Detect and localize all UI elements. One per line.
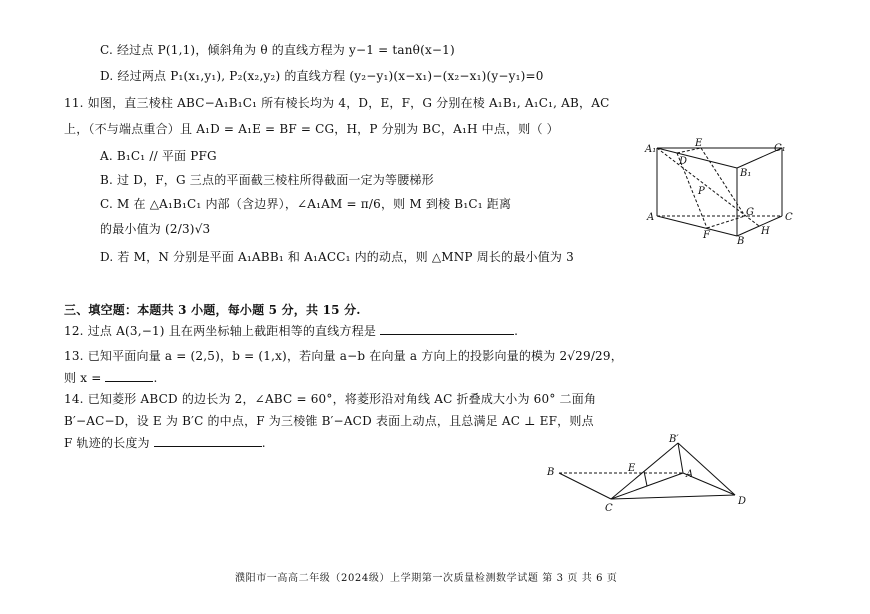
label-D: D	[679, 156, 688, 167]
q13-line1: 13. 已知平面向量 a = (2,5)，b = (1,x)，若向量 a−b 在向量 a 方向上的投影向量的模为 2√29/29，	[64, 349, 623, 363]
q11-option-d: D. 若 M，N 分别是平面 A₁ABB₁ 和 A₁ACC₁ 内的动点，则 △MNP 周长的最小值为 3	[100, 250, 574, 264]
label-C: C	[785, 212, 793, 223]
q13-line2: 则 x = .	[64, 371, 158, 385]
q12-answer-blank[interactable]	[380, 323, 514, 335]
q11-option-c-line2: 的最小值为 (2/3)√3	[100, 222, 211, 236]
q10-option-d: D. 经过两点 P₁(x₁,y₁), P₂(x₂,y₂) 的直线方程 (y₂−y₁)(x−x₁)−(x₂−x₁)(y−y₁)=0	[100, 69, 544, 83]
label-F: F	[703, 230, 710, 241]
q14-answer-blank[interactable]	[154, 435, 262, 447]
q12: 12. 过点 A(3,−1) 且在两坐标轴上截距相等的直线方程是 .	[64, 324, 519, 338]
q11-stem-line1: 11. 如图，直三棱柱 ABC−A₁B₁C₁ 所有棱长均为 4，D，E，F，G 分别在棱 A₁B₁, A₁C₁, AB，AC	[64, 96, 610, 110]
label-B: B	[737, 236, 745, 247]
label-D: D	[738, 496, 747, 507]
label-H: H	[761, 226, 770, 237]
label-B-prime: B′	[669, 434, 679, 445]
q12-text: 12. 过点 A(3,−1) 且在两坐标轴上截距相等的直线方程是	[64, 324, 377, 338]
label-E: E	[628, 463, 636, 474]
tetrahedron-figure	[545, 435, 755, 515]
q11-option-a: A. B₁C₁ // 平面 PFG	[100, 149, 217, 163]
q13-answer-blank[interactable]	[105, 370, 153, 382]
label-B: B	[547, 467, 555, 478]
label-A: A	[686, 469, 694, 480]
label-B1: B₁	[740, 168, 752, 179]
q11-option-c-line1: C. M 在 △A₁B₁C₁ 内部（含边界），∠A₁AM = π/6，则 M 到棱 B₁C₁ 距离	[100, 197, 512, 211]
label-P: P	[698, 186, 705, 197]
q14-line2: B′−AC−D，设 E 为 B′C 的中点，F 为三棱锥 B′−ACD 表面上动点，且总满足 AC ⊥ EF，则点	[64, 414, 594, 428]
q11-option-b: B. 过 D，F，G 三点的平面截三棱柱所得截面一定为等腰梯形	[100, 173, 434, 187]
q10-option-c: C. 经过点 P(1,1)，倾斜角为 θ 的直线方程为 y−1 = tanθ(x−1)	[100, 43, 455, 57]
label-C: C	[605, 503, 613, 514]
label-A1: A₁	[645, 144, 657, 155]
q11-stem-line2: 上，（不与端点重合）且 A₁D = A₁E = BF = CG，H，P 分别为 BC，A₁H 中点，则（ ）	[64, 122, 559, 136]
q13-text: 则 x =	[64, 371, 102, 385]
q14-line1: 14. 已知菱形 ABCD 的边长为 2，∠ABC = 60°，将菱形沿对角线 AC 折叠成大小为 60° 二面角	[64, 392, 597, 406]
label-A: A	[647, 212, 655, 223]
q14-line3: F 轨迹的长度为 .	[64, 436, 266, 450]
section3-heading: 三、填空题：本题共 3 小题，每小题 5 分，共 15 分.	[64, 303, 361, 317]
label-C1: C₁	[774, 143, 786, 154]
label-G: G	[746, 207, 754, 218]
prism-figure	[645, 138, 795, 247]
label-E: E	[695, 138, 703, 149]
q14-text: F 轨迹的长度为	[64, 436, 150, 450]
page-footer: 濮阳市一高高二年级（2024级）上学期第一次质量检测数学试题 第 3 页 共 6 页	[235, 573, 618, 584]
